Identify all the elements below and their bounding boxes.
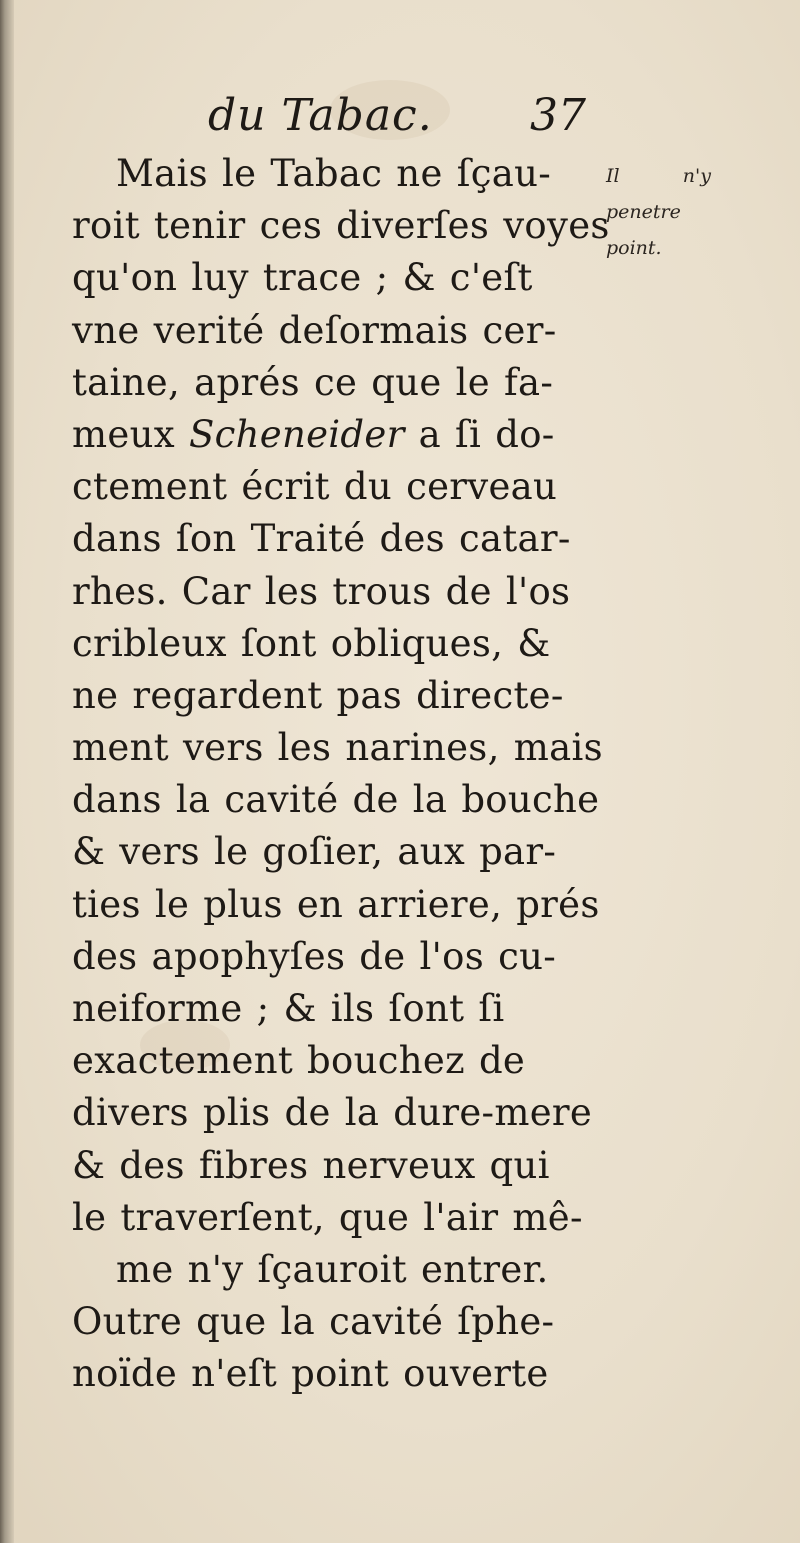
text-line: ties le plus en arriere, prés <box>72 882 600 926</box>
marginal-note-line: penetre <box>606 201 681 223</box>
marginal-note-word: Il <box>606 165 620 187</box>
text-line: vne verité deſormais cer- <box>72 308 557 352</box>
text-line <box>72 409 590 461</box>
text-line: exactement bouchez de <box>72 1039 526 1083</box>
italic-name: Scheneider <box>188 412 405 456</box>
text-line: ctement écrit du cerveau <box>72 465 558 509</box>
text-line: ne regardent pas directe- <box>72 673 564 717</box>
text-fragment: meux <box>72 412 175 456</box>
text-line: noïde n'eſt point ouverte <box>72 1352 549 1396</box>
text-line: divers plis de la dure-mere <box>72 1091 593 1135</box>
text-line: Mais le Tabac ne ſçau- <box>116 152 552 195</box>
marginal-note-word: n'y <box>682 165 711 187</box>
marginal-note <box>606 158 796 266</box>
page-binding-edge <box>0 0 14 1543</box>
text-line: me n'y ſçauroit entrer. <box>116 1247 549 1291</box>
text-line: rhes. Car les trous de l'os <box>72 569 571 613</box>
text-line: & vers le goſier, aux par- <box>72 830 557 874</box>
text-line: cribleux ſont obliques, & <box>72 621 551 665</box>
text-line: & des fibres nerveux qui <box>72 1143 550 1187</box>
running-head <box>200 90 600 154</box>
text-line: neiforme ; & ils ſont ſi <box>72 987 505 1030</box>
text-line: qu'on luy trace ; & c'eſt <box>72 256 533 300</box>
text-line: taine, aprés ce que le fa- <box>72 360 554 404</box>
text-line: ment vers les narines, mais <box>72 726 603 770</box>
marginal-note-line: point. <box>606 237 662 259</box>
text-fragment: a ſi do- <box>418 412 555 456</box>
text-line: dans ſon Traité des catar- <box>72 517 571 561</box>
text-line: Outre que la cavité ſphe- <box>72 1300 555 1344</box>
marginal-note-line <box>606 158 711 194</box>
text-line: le traverſent, que l'air mê- <box>72 1195 583 1239</box>
page-number: 37 <box>530 90 586 141</box>
running-title: du Tabac. <box>208 90 433 141</box>
text-line: roit tenir ces diverſes voyes <box>72 204 610 248</box>
body-text <box>72 148 610 1401</box>
text-line: dans la cavité de la bouche <box>72 778 600 822</box>
text-line: des apophyſes de l'os cu- <box>72 934 557 978</box>
